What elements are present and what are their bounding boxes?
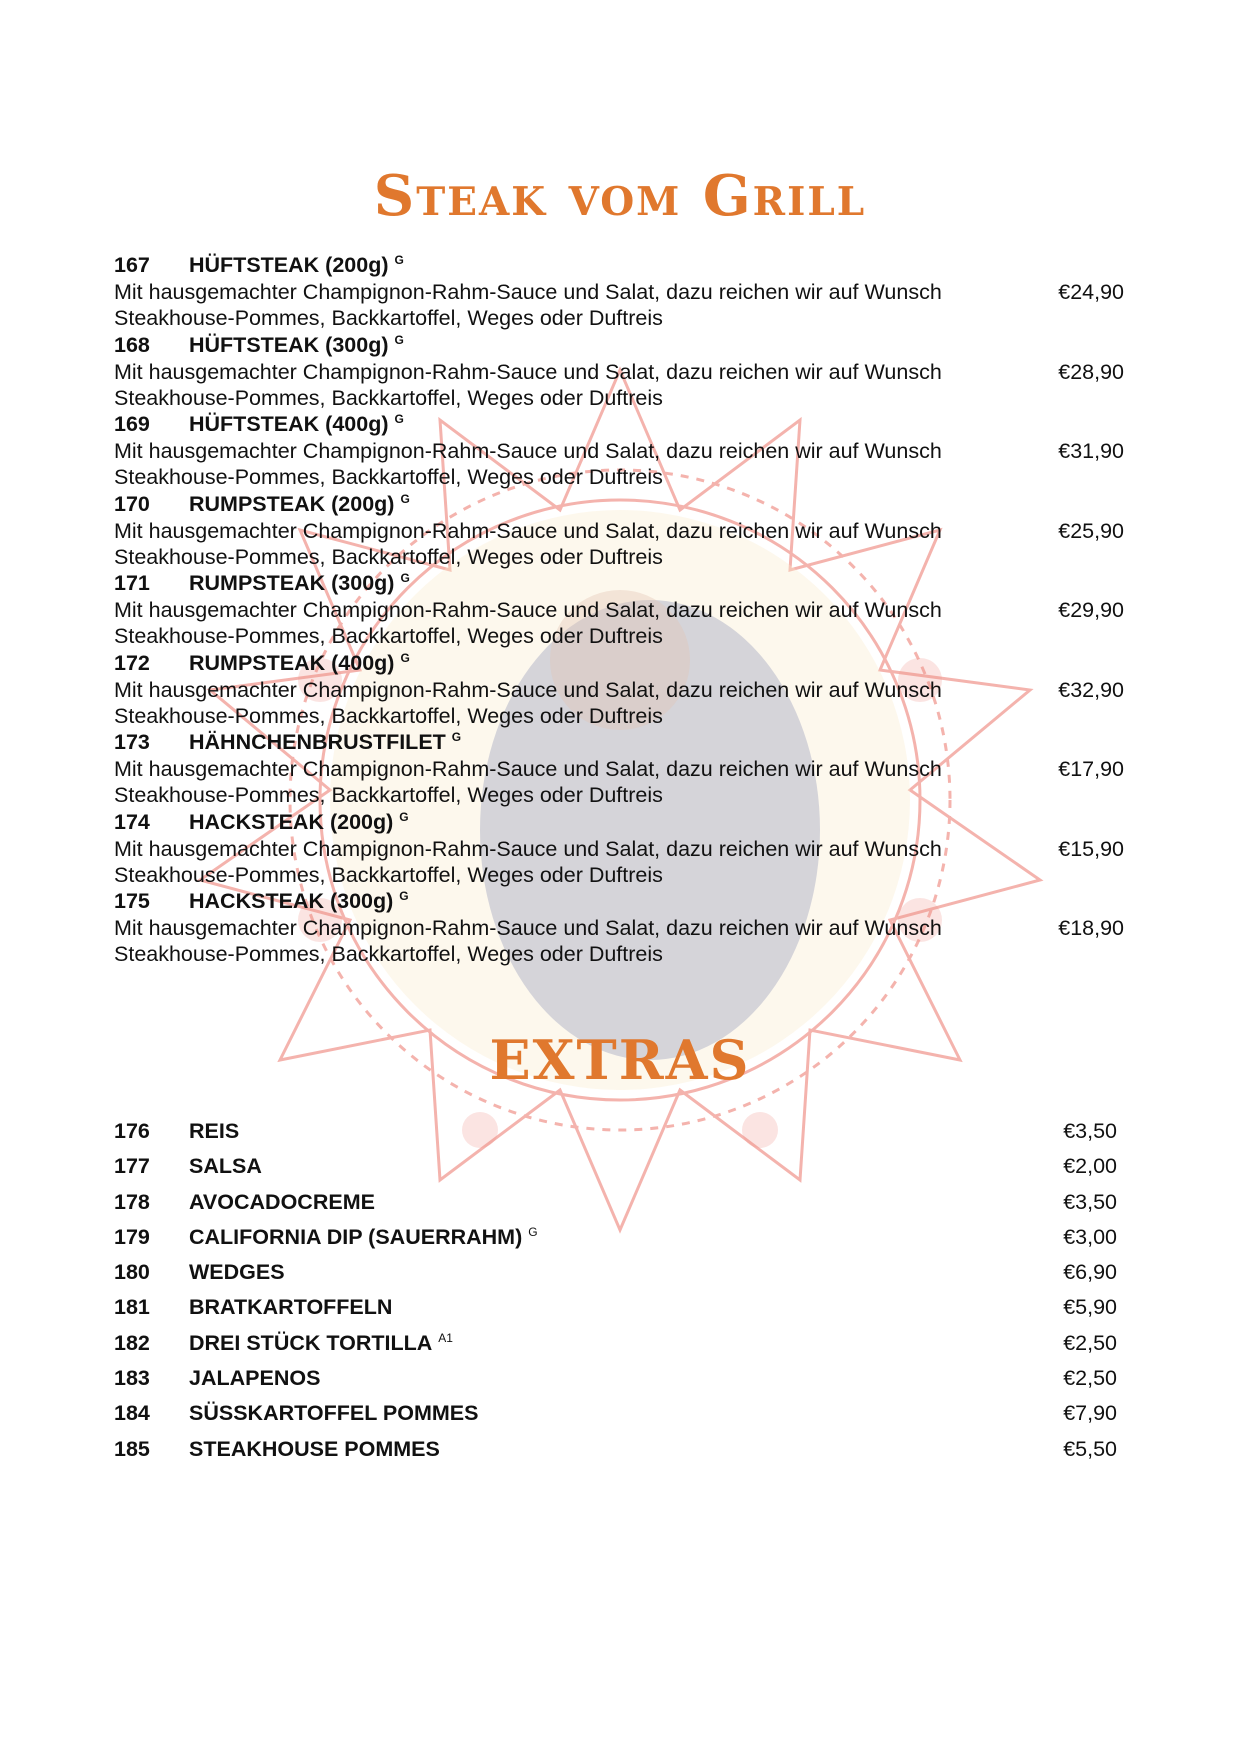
menu-item-description: Mit hausgemachter Champignon-Rahm-Sauce und Salat, dazu reichen wir auf Wunsch Steakhouse-Pommes, Backkartoffel, Weges oder Duftreis xyxy=(114,439,942,489)
menu-item-name: HÜFTSTEAK (300g) xyxy=(189,332,389,357)
menu-item-header xyxy=(114,570,1124,597)
extra-item-name: BRATKARTOFFELN xyxy=(189,1295,393,1320)
allergen-code: G xyxy=(399,809,409,824)
allergen-code: G xyxy=(400,491,410,506)
menu-item-description: Mit hausgemachter Champignon-Rahm-Sauce und Salat, dazu reichen wir auf Wunsch Steakhouse-Pommes, Backkartoffel, Weges oder Duftreis xyxy=(114,836,942,887)
menu-item-header xyxy=(114,252,1124,279)
allergen-code: G xyxy=(528,1224,538,1239)
menu-item-header xyxy=(114,809,1124,836)
extra-item-number: 180 xyxy=(114,1260,150,1285)
menu-item-description: Mit hausgemachter Champignon-Rahm-Sauce und Salat, dazu reichen wir auf Wunsch Steakhouse-Pommes, Backkartoffel, Weges oder Duftreis xyxy=(114,598,942,648)
allergen-code: G xyxy=(394,252,404,267)
extra-item-number: 181 xyxy=(114,1295,150,1320)
menu-item-price: €15,90 xyxy=(1058,836,1124,861)
extra-item-price: €3,50 xyxy=(1063,1119,1117,1143)
menu-item-header xyxy=(114,888,1124,915)
menu-item-price: €17,90 xyxy=(1058,757,1124,781)
extra-item xyxy=(114,1292,1117,1327)
extra-item-price: €6,90 xyxy=(1063,1260,1117,1285)
extra-item-name: SÜSSKARTOFFEL POMMES xyxy=(189,1401,479,1426)
extra-item xyxy=(114,1434,1117,1469)
allergen-code: G xyxy=(394,411,404,426)
extra-item-name: REIS xyxy=(189,1119,240,1143)
menu-item-name: RUMPSTEAK (200g) xyxy=(189,491,395,516)
allergen-code: G xyxy=(394,332,404,347)
menu-item-name: HÄHNCHENBRUSTFILET xyxy=(189,730,446,754)
extra-item-number: 178 xyxy=(114,1189,150,1214)
menu-item-number: 167 xyxy=(114,253,150,277)
extra-item-price: €2,50 xyxy=(1063,1366,1117,1391)
menu-item-header xyxy=(114,411,1124,438)
menu-item-header xyxy=(114,332,1124,359)
extra-item-price: €3,00 xyxy=(1063,1224,1117,1249)
extra-item-price: €2,00 xyxy=(1063,1154,1117,1179)
menu-item-name: HACKSTEAK (200g) xyxy=(189,809,394,834)
menu-item xyxy=(114,570,1124,650)
extra-item-number: 183 xyxy=(114,1366,150,1391)
section-title-extras: EXTRAS xyxy=(489,1028,751,1092)
menu-item-description: Mit hausgemachter Champignon-Rahm-Sauce und Salat, dazu reichen wir auf Wunsch Steakhouse-Pommes, Backkartoffel, Weges oder Duftreis xyxy=(114,359,942,410)
extra-item-name: JALAPENOS xyxy=(189,1366,321,1391)
extra-item-price: €5,90 xyxy=(1063,1295,1117,1320)
menu-item-header xyxy=(114,729,1124,756)
menu-item-price: €18,90 xyxy=(1058,916,1124,940)
section-title-steak: Steak vom Grill xyxy=(373,163,867,229)
allergen-code: A1 xyxy=(438,1330,453,1345)
menu-item xyxy=(114,252,1124,332)
menu-item xyxy=(114,491,1124,571)
menu-item xyxy=(114,888,1124,968)
menu-item-price: €24,90 xyxy=(1058,280,1124,304)
extra-item-name: CALIFORNIA DIP (SAUERRAHM) xyxy=(189,1224,523,1249)
menu-item-price: €25,90 xyxy=(1058,518,1124,543)
menu-item-description: Mit hausgemachter Champignon-Rahm-Sauce und Salat, dazu reichen wir auf Wunsch Steakhouse-Pommes, Backkartoffel, Weges oder Duftreis xyxy=(114,280,942,330)
extra-item-price: €2,50 xyxy=(1063,1330,1117,1355)
menu-item-description: Mit hausgemachter Champignon-Rahm-Sauce und Salat, dazu reichen wir auf Wunsch Steakhouse-Pommes, Backkartoffel, Weges oder Duftreis xyxy=(114,677,942,728)
menu-item-number: 170 xyxy=(114,491,150,516)
extra-item xyxy=(114,1222,1117,1257)
allergen-code: G xyxy=(400,570,410,585)
menu-item-number: 173 xyxy=(114,730,150,754)
extra-item xyxy=(114,1257,1117,1292)
menu-item-number: 174 xyxy=(114,809,150,834)
menu-item-number: 175 xyxy=(114,889,150,913)
extra-item-name: DREI STÜCK TORTILLA xyxy=(189,1330,433,1355)
menu-item xyxy=(114,650,1124,730)
menu-item xyxy=(114,332,1124,412)
extra-item-number: 182 xyxy=(114,1330,150,1355)
extra-item-name: SALSA xyxy=(189,1154,262,1179)
menu-item-header xyxy=(114,650,1124,677)
extra-item-number: 176 xyxy=(114,1119,150,1143)
extra-item xyxy=(114,1398,1117,1433)
extra-item xyxy=(114,1328,1117,1363)
menu-item-name: HACKSTEAK (300g) xyxy=(189,889,394,913)
extra-item-name: AVOCADOCREME xyxy=(189,1189,375,1214)
menu-item-name: HÜFTSTEAK (200g) xyxy=(189,253,389,277)
extra-item xyxy=(114,1116,1117,1151)
menu-item-name: HÜFTSTEAK (400g) xyxy=(189,412,389,436)
extra-item-number: 177 xyxy=(114,1154,150,1179)
menu-item-price: €31,90 xyxy=(1058,439,1124,463)
menu-item-number: 172 xyxy=(114,650,150,675)
allergen-code: G xyxy=(451,729,462,744)
extra-item-price: €3,50 xyxy=(1063,1189,1117,1214)
extra-item-number: 184 xyxy=(114,1401,150,1426)
menu-item-name: RUMPSTEAK (400g) xyxy=(189,650,395,675)
menu-item-description: Mit hausgemachter Champignon-Rahm-Sauce und Salat, dazu reichen wir auf Wunsch Steakhouse-Pommes, Backkartoffel, Weges oder Duftreis xyxy=(114,916,942,966)
allergen-code: G xyxy=(399,888,409,903)
extra-item-price: €7,90 xyxy=(1063,1401,1117,1426)
menu-item xyxy=(114,729,1124,809)
menu-item xyxy=(114,809,1124,889)
allergen-code: G xyxy=(400,650,410,665)
menu-item-description: Mit hausgemachter Champignon-Rahm-Sauce und Salat, dazu reichen wir auf Wunsch Steakhouse-Pommes, Backkartoffel, Weges oder Duftreis xyxy=(114,518,942,569)
menu-item-price: €32,90 xyxy=(1058,677,1124,702)
menu-item xyxy=(114,411,1124,491)
menu-item-number: 169 xyxy=(114,412,150,436)
extra-item-name: WEDGES xyxy=(189,1260,285,1285)
extra-item-number: 179 xyxy=(114,1224,150,1249)
extra-item xyxy=(114,1187,1117,1222)
extras-list xyxy=(114,1116,1117,1469)
menu-item-description: Mit hausgemachter Champignon-Rahm-Sauce und Salat, dazu reichen wir auf Wunsch Steakhouse-Pommes, Backkartoffel, Weges oder Duftreis xyxy=(114,757,942,807)
extra-item xyxy=(114,1363,1117,1398)
menu-item-number: 168 xyxy=(114,332,150,357)
menu-item-header xyxy=(114,491,1124,518)
extra-item-name: STEAKHOUSE POMMES xyxy=(189,1436,440,1461)
menu-item-number: 171 xyxy=(114,571,150,595)
menu-item-price: €29,90 xyxy=(1058,598,1124,622)
extra-item xyxy=(114,1151,1117,1186)
menu-item-price: €28,90 xyxy=(1058,359,1124,384)
extra-item-number: 185 xyxy=(114,1436,150,1461)
menu-item-name: RUMPSTEAK (300g) xyxy=(189,571,395,595)
steak-list xyxy=(114,252,1124,968)
extra-item-price: €5,50 xyxy=(1063,1436,1117,1461)
